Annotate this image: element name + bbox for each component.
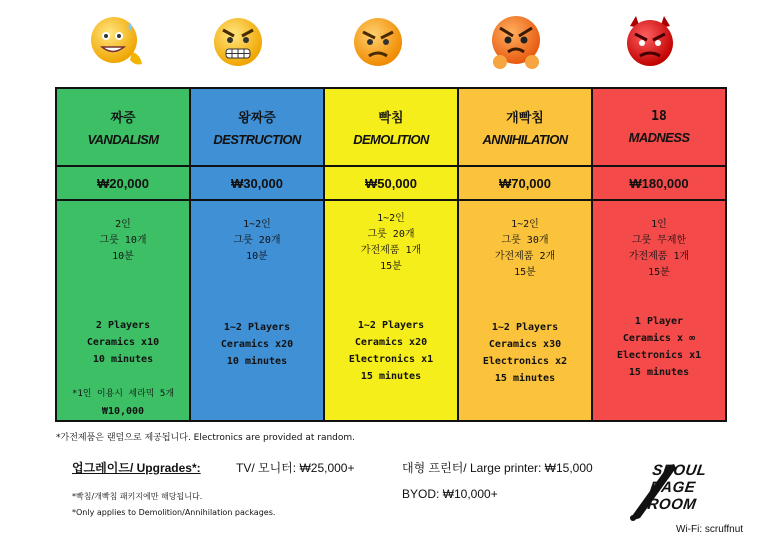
tier-header xyxy=(325,89,457,167)
upgrade-note-kr: *빡침/개빡침 패키지에만 해당됩니다. xyxy=(72,492,203,501)
detail-line: 10분 xyxy=(246,251,268,262)
random-electronics-note: *가전제품은 랜덤으로 제공됩니다. Electronics are provided at random. xyxy=(56,433,356,443)
tier-name-en: DESTRUCTION xyxy=(213,132,301,147)
detail-line: 1 Player xyxy=(634,316,684,327)
tier-price: ₩180,000 xyxy=(593,167,725,201)
steaming-angry-face-icon xyxy=(486,12,546,72)
tier-header xyxy=(191,89,323,167)
tier-details-en xyxy=(191,319,323,370)
detail-line: 그룻 20개 xyxy=(233,235,281,246)
tier-name-en: MADNESS xyxy=(628,130,690,145)
tier-details-kr xyxy=(459,217,591,281)
detail-line: Ceramics x20 xyxy=(354,337,428,348)
detail-line: Ceramics x10 xyxy=(86,337,160,348)
detail-line: Electronics x2 xyxy=(482,356,568,367)
detail-line: 가전제품 1개 xyxy=(628,251,690,262)
tier-details xyxy=(593,201,725,420)
tier-details-en xyxy=(57,317,189,368)
grimacing-angry-face-icon xyxy=(208,12,268,72)
tier-name-kr: 18 xyxy=(651,109,667,124)
note-line: *1인 이용시 세라믹 5개 xyxy=(71,389,175,399)
tier-price: ₩70,000 xyxy=(459,167,591,201)
tier-name-en: VANDALISM xyxy=(87,132,159,147)
detail-line: Ceramics x30 xyxy=(488,339,562,350)
tier-name-kr: 빡침 xyxy=(378,111,404,126)
detail-line: 가전제품 2개 xyxy=(494,251,556,262)
upgrade-note-en: *Only applies to Demolition/Annihilation packages. xyxy=(72,508,276,517)
tier-details-en xyxy=(593,313,725,381)
upgrade-byod: BYOD: ₩10,000+ xyxy=(402,487,498,501)
detail-line: 2인 xyxy=(115,219,131,230)
tier-name-en: DEMOLITION xyxy=(353,132,429,147)
logo-word: ROOM xyxy=(646,496,698,513)
detail-line: 10 minutes xyxy=(226,356,288,367)
tier-header xyxy=(57,89,189,167)
tier-name-kr: 왕짜증 xyxy=(238,111,276,126)
tier-header xyxy=(593,89,725,167)
tier-details-en xyxy=(325,317,457,385)
tier-details xyxy=(191,201,323,420)
tier-details xyxy=(57,201,189,420)
detail-line: 그룻 20개 xyxy=(367,229,415,240)
logo-word: SEOUL xyxy=(651,462,708,479)
detail-line: 그룻 10개 xyxy=(99,235,147,246)
seoul-rage-room-logo xyxy=(628,460,708,522)
detail-line: Ceramics x20 xyxy=(220,339,294,350)
tier-header xyxy=(459,89,591,167)
single-player-note xyxy=(57,386,189,420)
detail-line: 15분 xyxy=(380,261,402,272)
tier-price: ₩50,000 xyxy=(325,167,457,201)
detail-line: 15 minutes xyxy=(494,373,556,384)
tier-price: ₩30,000 xyxy=(191,167,323,201)
tier-details xyxy=(459,201,591,420)
detail-line: 그룻 30개 xyxy=(501,235,549,246)
tier-name-en: ANNIHILATION xyxy=(482,132,568,147)
tier-details-kr xyxy=(57,217,189,265)
detail-line: 1~2인 xyxy=(511,219,539,230)
detail-line: 15분 xyxy=(648,267,670,278)
detail-line: 1인 xyxy=(651,219,667,230)
tier-details-kr xyxy=(325,211,457,275)
tier-demolition xyxy=(325,89,459,420)
detail-line: 10분 xyxy=(112,251,134,262)
wifi-info: Wi-Fi: scruffnut xyxy=(676,524,744,535)
tier-destruction xyxy=(191,89,325,420)
upgrade-printer: 대형 프린터/ Large printer: ₩15,000 xyxy=(402,461,593,475)
grinning-sweat-face-icon xyxy=(86,12,146,72)
detail-line: 1~2인 xyxy=(243,219,271,230)
detail-line: 1~2 Players xyxy=(357,320,425,331)
detail-line: Ceramics x ∞ xyxy=(622,333,696,344)
upgrade-tv: TV/ 모니터: ₩25,000+ xyxy=(236,461,355,475)
note-price: ₩10,000 xyxy=(101,406,145,417)
tier-vandalism xyxy=(57,89,191,420)
detail-line: 10 minutes xyxy=(92,354,154,365)
detail-line: Electronics x1 xyxy=(616,350,702,361)
tier-annihilation xyxy=(459,89,593,420)
tier-details-en xyxy=(459,319,591,387)
tier-name-kr: 짜증 xyxy=(110,111,136,126)
detail-line: 1~2인 xyxy=(377,213,405,224)
tier-name-kr: 개빡침 xyxy=(506,111,544,126)
detail-line: 15 minutes xyxy=(628,367,690,378)
tier-price: ₩20,000 xyxy=(57,167,189,201)
detail-line: Electronics x1 xyxy=(348,354,434,365)
detail-line: 15 minutes xyxy=(360,371,422,382)
pricing-table xyxy=(55,87,727,422)
tier-details-kr xyxy=(191,217,323,265)
tier-madness xyxy=(593,89,725,420)
detail-line: 1~2 Players xyxy=(223,322,291,333)
detail-line: 1~2 Players xyxy=(491,322,559,333)
detail-line: 가전제품 1개 xyxy=(360,245,422,256)
detail-line: 15분 xyxy=(514,267,536,278)
red-devil-face-icon xyxy=(620,12,680,72)
tier-details-kr xyxy=(593,217,725,281)
logo-word: RAGE xyxy=(648,479,697,496)
angry-face-icon xyxy=(348,12,408,72)
detail-line: 2 Players xyxy=(95,320,151,331)
upgrades-label: 업그레이드/ Upgrades*: xyxy=(72,461,201,475)
detail-line: 그룻 무제한 xyxy=(631,235,687,246)
tier-details xyxy=(325,201,457,420)
